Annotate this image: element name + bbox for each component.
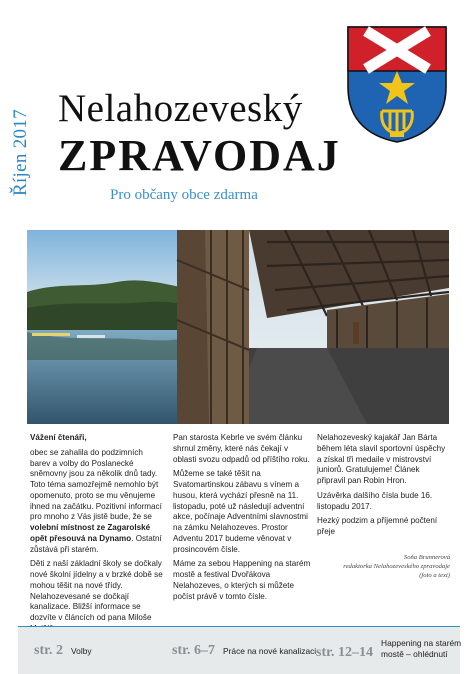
coat-of-arms-icon	[346, 25, 448, 143]
toc-label-line1: Happening na starém	[381, 637, 462, 648]
paragraph-end: . Ostatní zůstává při starém.	[30, 533, 162, 554]
toc-item[interactable]	[316, 636, 461, 661]
paragraph: Máme za sebou Happening na starém mostě a festival Dvořákova Nelahozeves, o kterých si můžete počíst právě v tomto čísle.	[173, 559, 311, 601]
editorial-column-1	[30, 433, 165, 639]
toc-label: Volby	[71, 645, 92, 656]
toc-label	[381, 638, 461, 660]
paragraph: Hezký podzim a příjemné počtení přeje	[317, 516, 438, 536]
paragraph: Nelahozeveský kajakář Jan Bárta během léta slavil sportovní úspěchy a získal tři medaile v mistrovství juniorů. Gratulujeme! Článek připravil pan Robin Hron.	[317, 433, 446, 485]
signature-name: Soňa Brunnerová	[403, 553, 450, 561]
paragraph: Děti z naší základní školy se dočkaly nové školní jídelny a v brzké době se mohou těšit na nové třídy. Nelahozevesané se dočkají kanalizace. Bližší informace se dozvíte v článcích od pana Miloše	[30, 559, 163, 622]
title-line2: ZPRAVODAJ	[58, 131, 341, 180]
signature	[317, 554, 450, 581]
title-line1: Nelahozeveský	[58, 87, 303, 130]
signature-role: redaktorka Nelahozeveského zpravodaje	[343, 562, 450, 570]
toc-item[interactable]	[172, 643, 316, 659]
paragraph: Můžeme se také těšit na Svatomartinskou zábavu s vínem a husou, která vychází přesně na 11. listopadu, poté už následují adventní akce, počínaje Adventními slavnostmi na zámku Nelahozeves. Prostor Adventu 2017 budeme věnovat v prosincovém čísle.	[173, 469, 308, 554]
greeting: Vážení čtenáři,	[30, 433, 87, 442]
bridge-photo	[27, 230, 449, 424]
toc-label: Práce na nové kanalizaci	[223, 645, 317, 656]
editorial-column-2	[173, 433, 311, 606]
editorial-column-3	[317, 433, 450, 580]
toc-page: str. 2	[34, 643, 64, 658]
issue-date-text: Říjen 2017	[10, 109, 31, 196]
subtitle: Pro občany obce zdarma	[110, 187, 258, 203]
toc-label-line2: mostě – ohlédnutí	[381, 648, 448, 659]
signature-note: (foto a text)	[419, 571, 450, 579]
paragraph	[30, 448, 165, 556]
paragraph: Pan starosta Kebrle ve svém článku shrnul změny, které nás čekají v oblasti svozu odpadů od příštího roku.	[173, 433, 310, 464]
paragraph-text: obec se zahalila do podzimních barev a volby do Poslanecké sněmovny jsou za několik dnů tady. Toto téma samozřejmě nemohlo být opomenuto, proto se mu věnujeme ihned na začátku. Pozitivní informací pro mnoho z Vás jistě bude, že se	[30, 447, 162, 522]
issue-date-vertical	[10, 86, 32, 196]
toc-page: str. 6–7	[172, 643, 216, 658]
toc-item[interactable]	[34, 643, 92, 659]
toc-page: str. 12–14	[316, 645, 374, 660]
paragraph: Uzávěrka dalšího čísla bude 16. listopadu 2017.	[317, 490, 433, 511]
paragraph-bold: volební místnost ze Zagarolské opět přesouvá na Dynamo	[30, 523, 151, 543]
